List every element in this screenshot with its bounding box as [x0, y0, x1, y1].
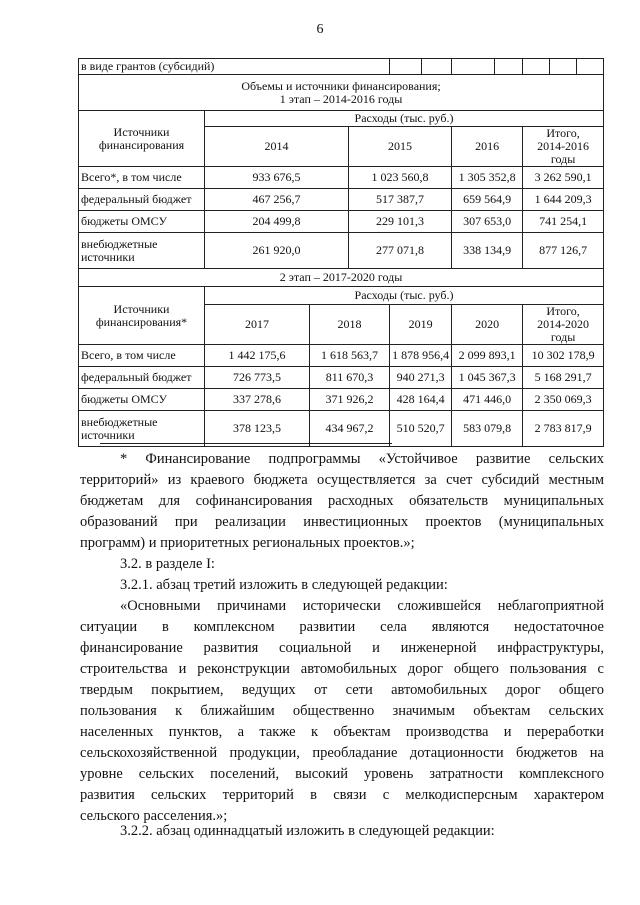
stage2-header-row — [79, 287, 604, 305]
sources-header: Источники финансирования — [79, 111, 205, 167]
item-3-2: 3.2. в разделе I: — [120, 556, 215, 572]
table-row: федеральный бюджет 467 256,7 517 387,7 659 564,9 1 644 209,3 — [79, 189, 604, 211]
quoted-paragraph: «Основными причинами исторически сложившейся неблагоприятной ситуации в комплексном развитии села являются недостаточное финансирование развития социальной и инженерной инфраструктуры, строительства и реконструкции автомобильных дорог общего пользования с твердым покрытием, ведущих от сети автомобильных дорог общего пользования к ближайшим общественно значимым объектам сельских населенных пунктов, а также к объектам производства и переработки сельскохозяйственной продукции, преобладание дотационности бюджетов на уровне сельских поселений, высокий уровень затратности комплексного развития сельских территорий в связи с мелкодисперсным характером сельского расселения.»; — [80, 598, 604, 824]
year-2018: 2018 — [310, 305, 390, 345]
footnote: * Финансирование подпрограммы «Устойчивое развитие сельских территорий» из краевого бюджета осуществляется за счет субсидий местным бюджетам для софинансирования расходных обязательств муниципальных образований при реализации инвестиционных проектов (муниципальных программ) и приоритетных региональных проектов.»; — [80, 451, 604, 551]
year-2016: 2016 — [452, 127, 523, 167]
year-2015: 2015 — [349, 127, 452, 167]
page-number: 6 — [316, 22, 324, 37]
volumes-title: Объемы и источники финансирования; 1 этап – 2014-2016 годы — [79, 75, 604, 111]
total-2014-2020-header: Итого, 2014-2020 годы — [523, 305, 604, 345]
table-row: Всего, в том числе 1 442 175,6 1 618 563,7 1 878 956,4 2 099 893,1 10 302 178,9 — [79, 345, 604, 367]
year-2014: 2014 — [205, 127, 349, 167]
grants-label: в виде грантов (субсидий) — [79, 59, 390, 75]
year-2020: 2020 — [452, 305, 523, 345]
grants-row — [79, 59, 604, 75]
year-2017: 2017 — [205, 305, 310, 345]
table-row: бюджеты ОМСУ 204 499,8 229 101,3 307 653,0 741 254,1 — [79, 211, 604, 233]
stage2-title-row — [79, 269, 604, 287]
item-3-2-2: 3.2.2. абзац одиннадцатый изложить в следующей редакции: — [120, 823, 495, 839]
total-2014-2016-header: Итого, 2014-2016 годы — [523, 127, 604, 167]
footnote-divider — [100, 443, 392, 444]
table-row: внебюджетные источники 261 920,0 277 071,8 338 134,9 877 126,7 — [79, 233, 604, 269]
sources-header-stage2: Источники финансирования* — [79, 287, 205, 345]
expenses-header-stage2: Расходы (тыс. руб.) — [205, 287, 604, 305]
expenses-header: Расходы (тыс. руб.) — [205, 111, 604, 127]
table-row: федеральный бюджет 726 773,5 811 670,3 940 271,3 1 045 367,3 5 168 291,7 — [79, 367, 604, 389]
stage2-title: 2 этап – 2017-2020 годы — [79, 269, 604, 287]
year-2019: 2019 — [390, 305, 452, 345]
financing-table — [78, 58, 604, 447]
stage1-header-row — [79, 111, 604, 127]
table-row: внебюджетные источники 378 123,5 434 967,2 510 520,7 583 079,8 2 783 817,9 — [79, 411, 604, 447]
table-row: бюджеты ОМСУ 337 278,6 371 926,2 428 164,4 471 446,0 2 350 069,3 — [79, 389, 604, 411]
volumes-title-row — [79, 75, 604, 111]
table-row: Всего*, в том числе 933 676,5 1 023 560,8 1 305 352,8 3 262 590,1 — [79, 167, 604, 189]
item-3-2-1: 3.2.1. абзац третий изложить в следующей редакции: — [120, 577, 448, 593]
